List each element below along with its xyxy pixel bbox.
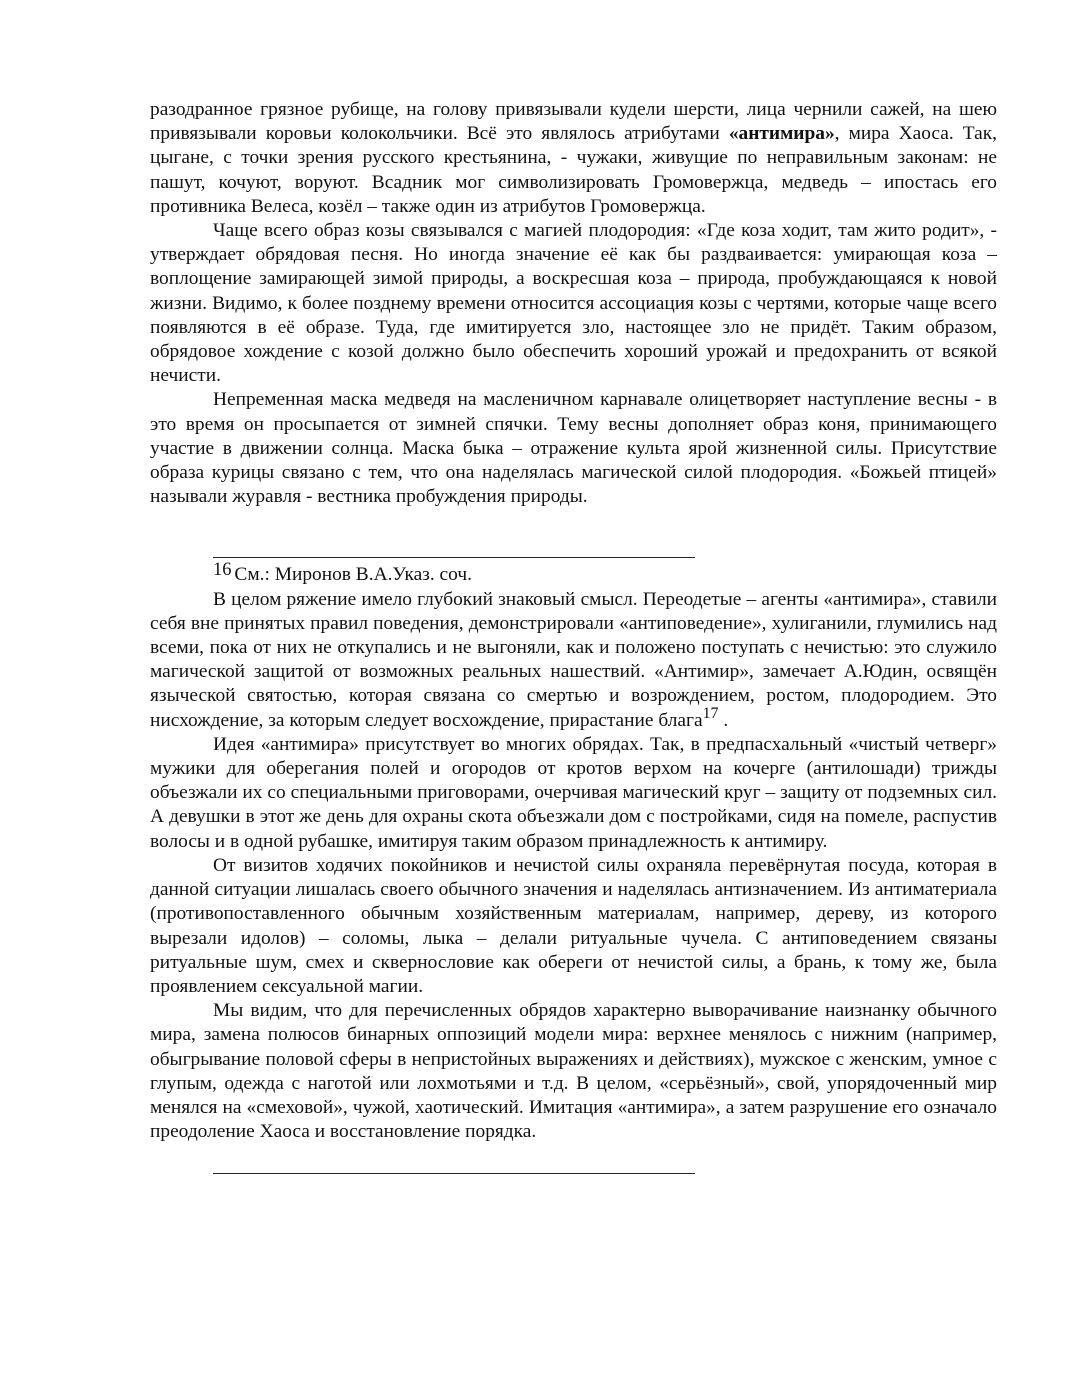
paragraph-5: Идея «антимира» присутствует во многих обрядах. Так, в предпасхальный «чистый четверг» мужики для оберегания полей и огородов от кротов верхом на кочерге (антилошади) трижды объезжали их со специальными приговорами, очерчивая магический круг – защиту от подземных сил. А девушки в этот же день для охраны скота объезжали дом с постройками, сидя на помеле, распустив волосы и в одной рубашке, имитируя таким образом принадлежность к антимиру. [150, 733, 997, 852]
paragraph-1-text-b: , мира Хаоса. Так, цыгане, с точки зрения русского крестьянина, - чужаки, живущие по неправильным законам: не пашут, кочуют, воруют. Всадник мог символизировать Громовержца, медведь – ипостась его противника Велеса, козёл – также один из атрибутов Громовержца. [150, 123, 997, 217]
paragraph-6: От визитов ходячих покойников и нечистой силы охраняла перевёрнутая посуда, которая в данной ситуации лишалась своего обычного значения и наделялась антизначением. Из антиматериала (противопоставленного обычным хозяйственным материалам, например, дереву, из которого вырезали идолов) – соломы, лыка – делали ритуальные чучела. С антиповедением связаны ритуальные шум, смех и сквернословие как обереги от нечистой силы, а брань, к тому же, была проявлением сексуальной магии. [150, 854, 997, 997]
paragraph-7: Мы видим, что для перечисленных обрядов характерно выворачивание наизнанку обычного мира, замена полюсов бинарных оппозиций модели мира: верхнее менялось с нижним (например, обыгрывание половой сферы в непристойных выражениях и действиях), мужское с женским, умное с глупым, одежда с наготой или лохмотьями и т.д. В целом, «серьёзный», свой, упорядоченный мир менялся на «смеховой», чужой, хаотический. Имитация «антимира», а затем разрушение его означало преодоление Хаоса и восстановление порядка. [150, 1000, 997, 1143]
paragraph-4 [150, 588, 997, 733]
document-page [150, 98, 997, 1174]
footnote-separator-bottom [213, 1173, 695, 1174]
footnote-number: 16 [213, 558, 232, 579]
paragraph-4-text: В целом ряжение имело глубокий знаковый смысл. Переодетые – агенты «антимира», ставили себя вне принятых правил поведения, демонстрировали «антиповедение», хулиганили, глумились над всеми, пока от них не откупались и не выгоняли, как и положено поступать с нечистью: это служило магической защитой от возможных реальных нашествий. «Антимир», замечает А.Юдин, освящён языческой святостью, которая связана со смертью и возрождением, ростом, плодородием. Это нисхождение, за которым следует восхождение, прирастание блага [150, 588, 997, 731]
footnote-separator [213, 557, 695, 558]
bold-term-antimir: «антимира» [728, 123, 835, 145]
paragraph-1 [150, 98, 997, 219]
footnote-ref-17: 17 [702, 704, 719, 722]
paragraph-3: Непременная маска медведя на масленичном карнавале олицетворяет наступление весны - в это время он просыпается от зимней спячки. Тему весны дополняет образ коня, принимающего участие в движении солнца. Маска быка – отражение культа ярой жизненной силы. Присутствие образа курицы связано с тем, что она наделялась магической силой плодородия. «Божьей птицей» называли журавля - вестника пробуждения природы. [150, 389, 997, 508]
footnote-16 [150, 558, 997, 587]
paragraph-1-text-a: разодранное грязное рубище, на голову привязывали кудели шерсти, лица чернили сажей, на шею привязывали коровьи колокольчики. Всё это являлось атрибутами [150, 99, 997, 145]
paragraph-4-tail: . [718, 709, 729, 731]
paragraph-2: Чаще всего образ козы связывался с магией плодородия: «Где коза ходит, там жито родит», - утверждает обрядовая песня. Но иногда значение её как бы раздваивается: умирающая коза – воплощение замирающей зимой природы, а воскресшая коза – природа, пробуждающаяся к новой жизни. Видимо, к более позднему времени относится ассоциация козы с чертями, которые чаще всего появляются в её образе. Туда, где имитируется зло, настоящее зло не придёт. Таким образом, обрядовое хождение с козой должно было обеспечить хороший урожай и предохранить от всякой нечисти. [150, 220, 997, 387]
footnote-text: См.: Миронов В.А.Указ. соч. [234, 564, 472, 586]
